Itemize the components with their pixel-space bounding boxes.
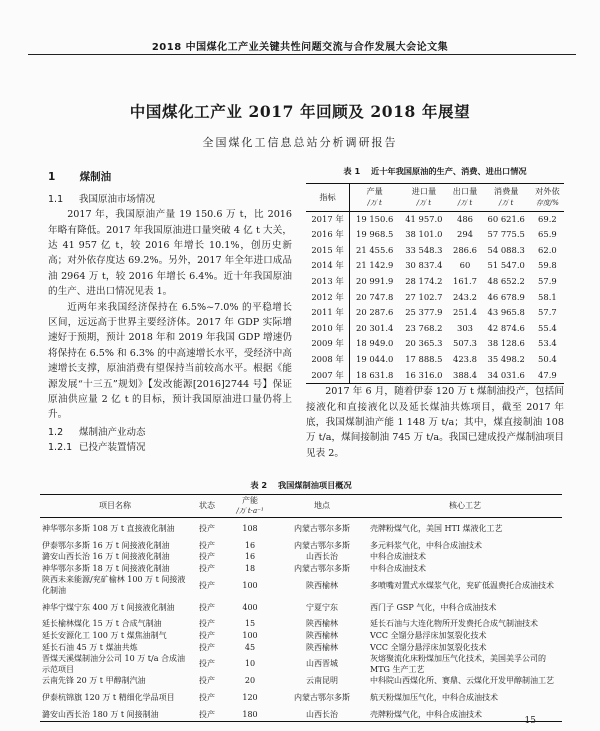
table-1-header-cell: 对外依 存度/% [535,185,560,207]
article-subtitle: 全国煤化工信息总站分析调研报告 [202,136,398,149]
section-1-1-heading [48,192,292,208]
table-2-header-row [40,495,562,518]
table-cell: 303 [457,322,474,333]
table-row [40,654,562,676]
table-cell: 投产 [199,563,215,573]
table-cell: 2011 年 [306,305,350,321]
table-cell: 51 547.0 [487,260,525,271]
table-1-caption-text: 近十年我国原油的生产、消费、进出口情况 [371,166,527,176]
section-1-1-number: 1.1 [48,193,64,205]
table-1-caption [306,164,564,180]
table-cell: 23 768.2 [405,322,443,333]
table-cell: 陕西榆林 [306,619,338,629]
table-cell: 57 775.5 [487,229,525,240]
table-cell: 延长榆林煤化 15 万 t 合成气制油 [42,619,162,629]
table-row [40,687,562,709]
table-cell: 34 031.6 [487,369,525,380]
table-cell: 投产 [199,709,215,719]
table-cell: 陕西榆林 [306,630,338,640]
table-cell: 21 142.9 [356,260,394,271]
table-cell: 10 [244,659,256,669]
section-1-1-title: 我国原油市场情况 [79,193,156,205]
table-cell: 20 365.3 [405,338,443,349]
table-row [40,676,562,688]
table-cell: 251.4 [453,307,477,318]
table-row [306,211,564,227]
table-cell: 41 957.0 [405,213,443,224]
table-cell: 灰熔聚流化床粉煤加压气化技术，美国美孚公司的 MTG 生产工艺 [370,654,546,674]
table-cell: 507.3 [453,338,477,349]
table-cell: 18 631.8 [356,369,394,380]
section-1-2-number: 1.2 [48,426,64,438]
table-1-header-cell: 消费量 /万 t [493,185,519,207]
table-cell: 2007 年 [306,368,350,384]
table-cell: 286.6 [453,244,477,255]
table-cell: 伊泰鄂尔多斯 16 万 t 间接液化制油 [42,540,170,550]
table-cell: 投产 [199,676,215,686]
table-cell: 神华宁煤宁东 400 万 t 间接液化制油 [42,602,175,612]
table-row [40,619,562,631]
table-row [40,540,562,552]
right-column [306,164,564,461]
table-1-number: 表 1 [343,166,361,176]
table-cell: 19 150.6 [356,213,394,224]
table-cell: 多元料浆气化，中科合成油技术 [370,540,482,550]
left-column [48,164,292,456]
table-cell: 20 [244,676,256,686]
table-row [40,630,562,642]
table-cell: 46 678.9 [487,291,525,302]
table-cell: 陕西榆林 [306,580,338,590]
table-cell: 100 [242,630,258,640]
table-cell: 20 747.8 [356,291,394,302]
table-cell: 15 [244,619,256,629]
table-cell: 2015 年 [306,243,350,259]
table-cell: 延长石油与大连化物所开发费托合成气制油技术 [370,619,538,629]
table-cell: 45 [244,642,256,652]
table-cell: 神华鄂尔多斯 18 万 t 间接液化制油 [42,563,170,573]
table-cell: 延长安源化工 100 万 t 煤焦油制气 [42,630,167,640]
table-cell: 65.9 [538,229,557,240]
table-cell: 投产 [199,630,215,640]
table-cell: 18 949.0 [356,338,394,349]
table-cell: 2012 年 [306,290,350,306]
table-cell: 423.8 [453,353,477,364]
table-cell: 38 128.6 [487,338,525,349]
table-cell: 晋煤天溪煤制油分公司 10 万 t/a 合成油示范项目 [42,654,186,674]
table-row [40,575,562,597]
table-cell: 2014 年 [306,258,350,274]
section-1-2-1-heading [48,440,292,456]
table-cell: 航天粉煤加压气化，中科合成油技术 [370,692,498,702]
table-cell: 42 874.6 [487,322,525,333]
table-cell: 山西长治 [306,709,338,719]
table-cell: 20 991.9 [356,275,394,286]
table-row [306,368,564,384]
table-cell: 57.9 [538,275,557,286]
table-cell: 21 455.6 [356,244,394,255]
table-cell: 120 [242,692,258,702]
section-1-heading [48,170,292,186]
table-row [306,321,564,337]
table-cell: 38 101.0 [405,229,443,240]
table-row [306,227,564,243]
table-cell: 内蒙古鄂尔多斯 [294,523,350,533]
table-cell: 2008 年 [306,352,350,368]
table-row [40,518,562,541]
table-cell: 宁夏宁东 [306,602,338,612]
section-1-title: 煤制油 [79,171,112,183]
table-cell: 59.8 [538,260,557,271]
section-1-2-title: 煤制油产业动态 [79,426,146,438]
table-cell: 55.4 [538,322,557,333]
paragraph-economy-outlook: 近两年来我国经济保持在 6.5%~7.0% 的平稳增长区间，远远高于世界主要经济体。2017 年 GDP 实际增速好于预期，预计 2018 年和 2019 年我国 GDP 增速仍将保持在 6.5% 和 6.3% 的中高速增长水平，受经济中高速增长支撑，原油消费有望保持当前较高水平。根据《能源发展“十三五”规划》【发改能源[2016]2744 号】保证原油供应量 2 亿 t 的目标，预计我国原油进口量仍将上升。 [48,301,292,421]
table-cell: 48 652.2 [487,275,525,286]
table-cell: 19 968.5 [356,229,394,240]
table-2-number: 表 2 [250,480,268,490]
table-cell: 19 044.0 [356,353,394,364]
table-2-body [40,518,562,722]
table-cell: 35 498.2 [487,353,525,364]
table-cell: 投产 [199,619,215,629]
table-row [306,305,564,321]
table-cell: 中科合成油技术 [370,563,426,573]
table-cell: 388.4 [453,369,477,380]
page-number: 15 [524,715,536,726]
table-cell: 山西长治 [306,552,338,562]
header-rule [28,54,576,55]
table-row [306,352,564,368]
table-cell: 投产 [199,692,215,702]
table-cell: 神华鄂尔多斯 108 万 t 直接液化制油 [42,523,175,533]
table-cell: 投产 [199,659,215,669]
table-cell: 壳牌粉煤气化，美国 HTI 煤液化工艺 [370,523,503,533]
table-cell: VCC 全馏分悬浮床加氢裂化技术 [370,630,487,640]
table-cell: 多喷嘴对置式水煤浆气化，兖矿低温费托合成油技术 [370,580,554,590]
table-cell: 243.2 [453,291,477,302]
table-row [40,597,562,619]
section-1-2-1-title: 已投产装置情况 [79,442,146,454]
table-cell: 投产 [199,523,215,533]
table-cell: 云南先锋 20 万 t 甲醇制汽油 [42,676,146,686]
table-cell: 18 [244,563,256,573]
table-cell: 内蒙古鄂尔多斯 [294,563,350,573]
table-cell: 43 965.8 [487,307,525,318]
section-1-2-heading [48,425,292,441]
table-1-header-row [306,183,564,211]
table-cell: 60 [459,260,471,271]
table-cell: 延长石油 45 万 t 煤油共炼 [42,642,138,652]
table-1-body [306,211,564,384]
table-cell: 20 301.4 [356,322,394,333]
table-2-header-status: 状态 [199,501,215,510]
table-cell: 伊泰杭锦旗 120 万 t 精细化学品项目 [42,692,175,702]
table-cell: 180 [242,709,258,719]
table-cell: 27 102.7 [405,291,443,302]
table-1-header-cell: 指标 [306,183,350,211]
table-cell: 陕西未来能源/兖矿榆林 100 万 t 间接液化制油 [42,575,186,595]
table-cell: 62.0 [538,244,557,255]
table-1 [306,183,564,385]
table-cell: 2016 年 [306,227,350,243]
table-1-header-cell: 产量 /万 t [366,185,383,207]
table-cell: 投产 [199,540,215,550]
table-cell: 云南昆明 [306,676,338,686]
table-cell: 100 [242,580,258,590]
table-cell: 400 [242,602,258,612]
table-cell: 中科院山西煤化所、赛鼎、云煤化开发甲醇制油工艺 [370,676,554,686]
table-cell: 16 [244,552,256,562]
table-2-header-capacity: 产能 /万 t·a⁻¹ [236,496,264,515]
table-row [40,709,562,721]
table-cell: 58.1 [538,291,557,302]
table-cell: 30 837.4 [405,260,443,271]
table-cell: 中科合成油技术 [370,552,426,562]
table-2-caption-text: 我国煤制油项目概况 [277,480,352,490]
section-1-2-1-number: 1.2.1 [48,442,73,454]
table-cell: 28 174.2 [405,275,443,286]
table-cell: 内蒙古鄂尔多斯 [294,540,350,550]
table-cell: 20 287.6 [356,307,394,318]
table-2-caption [40,480,562,491]
table-cell: 50.4 [538,353,557,364]
table-2-header-location: 地点 [314,501,330,510]
table-row [306,336,564,352]
table-row [306,243,564,259]
table-cell: 壳牌粉煤气化，中科合成油技术 [370,709,482,719]
table-cell: 2010 年 [306,321,350,337]
table-cell: 投产 [199,642,215,652]
table-row [306,258,564,274]
table-row [40,552,562,564]
paragraph-crude-output: 2017 年，我国原油产量 19 150.6 万 t，比 2016 年略有降低。2017 年我国原油进口量突破 4 亿 t 大关，达 41 957 亿 t，较 2016 年增长 10.1%，创历史新高；对外依存度达 69.2%。另外，2017 年全年进口成品油 2964 万 t，较 2016 年增长 6.4%。近十年我国原油的生产、进出口情况见表 1。 [48,209,292,298]
table-cell: VCC 全馏分悬浮床加氢裂化技术 [370,642,487,652]
table-cell: 47.9 [538,369,557,380]
running-header: 2018 中国煤化工产业关键共性问题交流与合作发展大会论文集 [151,42,449,53]
table-2-block [40,480,562,726]
table-cell: 25 377.9 [405,307,443,318]
table-cell: 潞安山西长治 16 万 t 间接液化制油 [42,552,170,562]
table-cell: 潞安山西长治 180 万 t 间接制油 [42,709,159,719]
article-title: 中国煤化工产业 2017 年回顾及 2018 年展望 [129,102,471,121]
table-cell: 内蒙古鄂尔多斯 [294,692,350,702]
table-cell: 2017 年 [306,211,350,227]
table-1-header-cell: 进口量 /万 t [411,185,437,207]
table-cell: 60 621.6 [487,213,525,224]
table-cell: 16 [244,540,256,550]
table-cell: 西门子 GSP 气化，中科合成油技术 [370,602,497,612]
table-cell: 投产 [199,552,215,562]
table-row [40,642,562,654]
table-2-header-name: 项目名称 [99,501,131,510]
table-1-header-cell: 出口量 /万 t [452,185,478,207]
table-cell: 54 088.3 [487,244,525,255]
table-cell: 17 888.5 [405,353,443,364]
table-cell: 投产 [199,580,215,590]
table-2-header-process: 核心工艺 [449,501,481,510]
table-cell: 69.2 [538,213,557,224]
table-row [306,274,564,290]
table-cell: 53.4 [538,338,557,349]
table-2 [40,494,562,722]
paragraph-coal-to-oil-capacity: 2017 年 6 月，随着伊泰 120 万 t 煤制油投产，包括间接液化和直接液化以及延长煤油共炼项目，截至 2017 年底，我国煤制油产能 1 148 万 t/a；其中，煤直接制油 108 万 t/a，煤间接制油 745 万 t/a。我国已建成投产煤制油项目见表 2。 [306,386,564,459]
table-cell: 108 [242,523,258,533]
table-cell: 投产 [199,602,215,612]
table-cell: 2009 年 [306,336,350,352]
table-cell: 486 [457,213,474,224]
section-1-number: 1 [48,171,56,183]
table-row [40,563,562,575]
table-cell: 16 316.0 [405,369,443,380]
table-cell: 2013 年 [306,274,350,290]
table-cell: 57.7 [538,307,557,318]
table-row [306,290,564,306]
table-cell: 山西晋城 [306,659,338,669]
table-cell: 33 548.3 [405,244,443,255]
table-cell: 陕西榆林 [306,642,338,652]
table-cell: 294 [457,229,474,240]
table-cell: 161.7 [453,275,477,286]
